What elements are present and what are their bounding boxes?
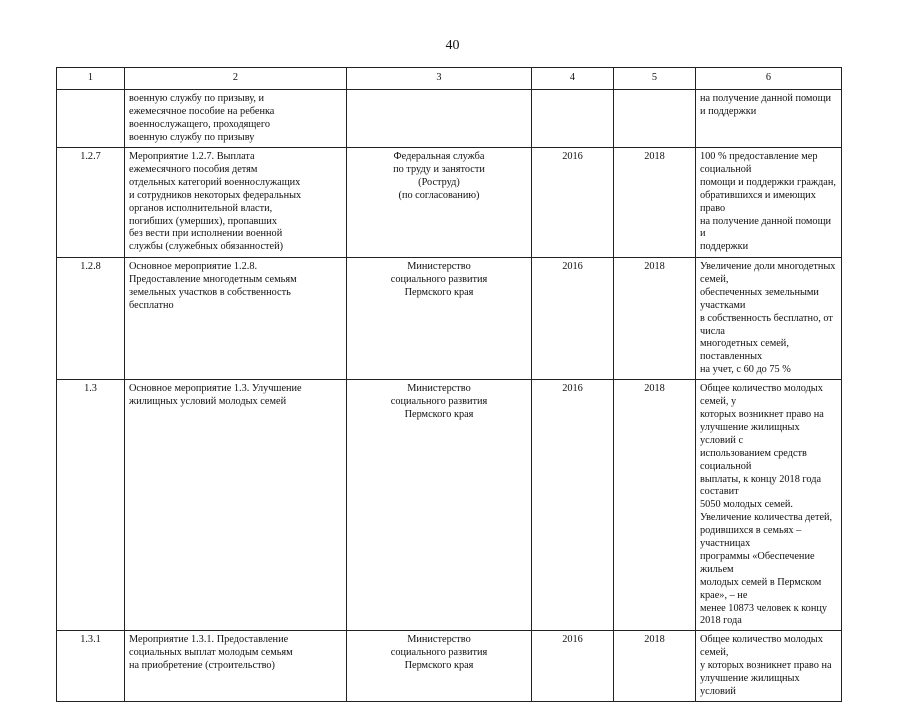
expected-result-cell: на получение данной помощи и поддержки xyxy=(696,90,842,148)
row-number-cell: 1.2.8 xyxy=(57,258,125,380)
activity-name-cell: Основное мероприятие 1.2.8. Предоставление многодетным семьям земельных участков в собственность бесплатно xyxy=(125,258,347,380)
end-year-cell: 2018 xyxy=(614,380,696,631)
executor-cell: Министерство социального развития Пермского края xyxy=(347,631,532,702)
table-row xyxy=(57,258,842,380)
end-year-cell: 2018 xyxy=(614,148,696,258)
row-number-cell xyxy=(57,90,125,148)
executor-cell: Федеральная служба по труду и занятости (Роструд) (по согласованию) xyxy=(347,148,532,258)
executor-cell: Министерство социального развития Пермского края xyxy=(347,258,532,380)
expected-result-cell: 100 % предоставление мер социальной помощи и поддержки граждан, обратившихся и имеющих право на получение данной помощи и поддержки xyxy=(696,148,842,258)
expected-result-cell: Общее количество молодых семей, у которых возникнет право на улучшение жилищных условий с использованием средств социальной выплаты, к концу 2018 года составит 5050 молодых семей. Увеличение количества детей, родившихся в семьях – участницах программы «Обеспечение жильем молодых семей в Пермском крае», – не менее 10873 человек к концу 2018 года xyxy=(696,380,842,631)
row-number-cell: 1.3.1 xyxy=(57,631,125,702)
table-row xyxy=(57,631,842,702)
program-activities-table xyxy=(56,67,842,702)
activity-name-cell: Основное мероприятие 1.3. Улучшение жилищных условий молодых семей xyxy=(125,380,347,631)
column-header-5: 5 xyxy=(614,68,696,90)
activity-name-cell: Мероприятие 1.3.1. Предоставление социальных выплат молодым семьям на приобретение (строительство) xyxy=(125,631,347,702)
column-header-6: 6 xyxy=(696,68,842,90)
column-header-3: 3 xyxy=(347,68,532,90)
start-year-cell: 2016 xyxy=(532,380,614,631)
table-header-row xyxy=(57,68,842,90)
start-year-cell: 2016 xyxy=(532,148,614,258)
end-year-cell: 2018 xyxy=(614,631,696,702)
activity-name-cell: Мероприятие 1.2.7. Выплата ежемесячного пособия детям отдельных категорий военнослужащих и сотрудников некоторых федеральных органов исполнительной власти, погибших (умерших), пропавших без вести при исполнении военной службы (служебных обязанностей) xyxy=(125,148,347,258)
column-header-4: 4 xyxy=(532,68,614,90)
activity-name-cell: военную службу по призыву, и ежемесячное пособие на ребенка военнослужащего, проходящего военную службу по призыву xyxy=(125,90,347,148)
table-row xyxy=(57,380,842,631)
start-year-cell: 2016 xyxy=(532,631,614,702)
table-row xyxy=(57,148,842,258)
column-header-1: 1 xyxy=(57,68,125,90)
table-row xyxy=(57,90,842,148)
expected-result-cell: Общее количество молодых семей, у которых возникнет право на улучшение жилищных условий xyxy=(696,631,842,702)
column-header-2: 2 xyxy=(125,68,347,90)
start-year-cell xyxy=(532,90,614,148)
row-number-cell: 1.3 xyxy=(57,380,125,631)
page-number: 40 xyxy=(445,38,460,53)
executor-cell xyxy=(347,90,532,148)
expected-result-cell: Увеличение доли многодетных семей, обеспеченных земельными участками в собственность бесплатно, от числа многодетных семей, поставленных на учет, с 60 до 75 % xyxy=(696,258,842,380)
end-year-cell xyxy=(614,90,696,148)
row-number-cell: 1.2.7 xyxy=(57,148,125,258)
start-year-cell: 2016 xyxy=(532,258,614,380)
executor-cell: Министерство социального развития Пермского края xyxy=(347,380,532,631)
end-year-cell: 2018 xyxy=(614,258,696,380)
